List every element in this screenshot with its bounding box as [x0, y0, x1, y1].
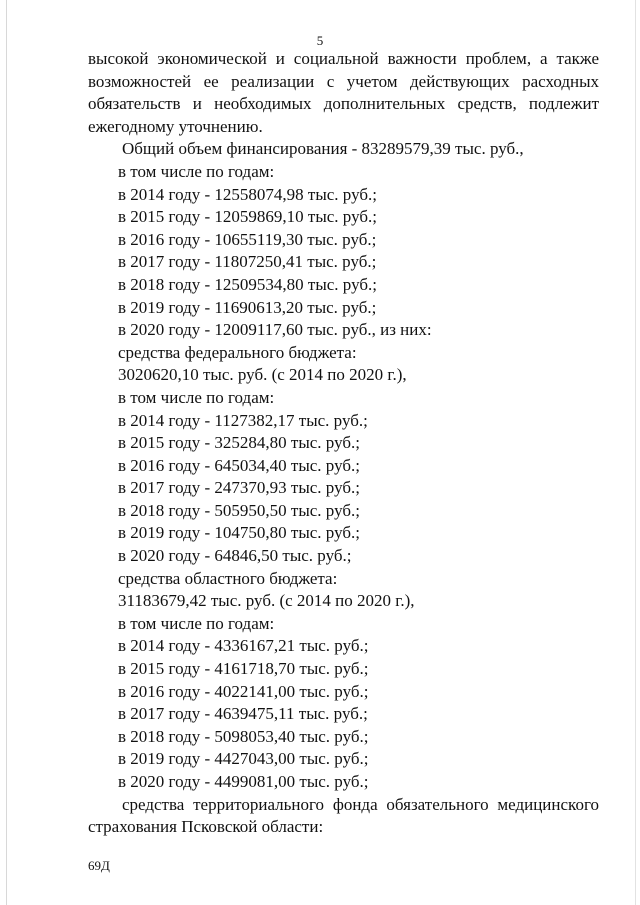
total-year-item: в 2019 году - 11690613,20 тыс. руб.;	[118, 297, 377, 317]
scan-edge-right	[635, 0, 636, 905]
federal-heading: средства федерального бюджета:	[118, 342, 357, 362]
by-years-label: в том числе по годам:	[118, 387, 275, 407]
federal-year-item: в 2018 году - 505950,50 тыс. руб.;	[118, 500, 360, 520]
regional-year-item: в 2017 году - 4639475,11 тыс. руб.;	[118, 704, 368, 724]
paragraph-line: возможностей ее реализации с учетом действующих расходных	[88, 71, 599, 91]
federal-year-item: в 2015 году - 325284,80 тыс. руб.;	[118, 433, 360, 453]
total-year-item: в 2014 году - 12558074,98 тыс. руб.;	[118, 184, 377, 204]
paragraph-line: высокой экономической и социальной важности проблем, а также	[88, 49, 599, 68]
paragraph-line: ежегодному уточнению.	[88, 116, 263, 136]
total-year-item: в 2020 году - 12009117,60 тыс. руб., из них:	[118, 320, 432, 340]
federal-year-item: в 2016 году - 645034,40 тыс. руб.;	[118, 455, 360, 475]
document-body	[88, 48, 599, 839]
federal-year-item: в 2014 году - 1127382,17 тыс. руб.;	[118, 410, 368, 430]
total-year-item: в 2017 году - 11807250,41 тыс. руб.;	[118, 252, 377, 272]
federal-year-item: в 2019 году - 104750,80 тыс. руб.;	[118, 523, 360, 543]
regional-year-item: в 2014 году - 4336167,21 тыс. руб.;	[118, 636, 369, 656]
page-number: 5	[316, 33, 324, 48]
regional-year-item: в 2015 году - 4161718,70 тыс. руб.;	[118, 659, 369, 679]
federal-year-item: в 2020 году - 64846,50 тыс. руб.;	[118, 546, 352, 566]
regional-year-item: в 2019 году - 4427043,00 тыс. руб.;	[118, 749, 369, 769]
fund-heading-line: страхования Псковской области:	[88, 817, 324, 837]
scan-edge-left	[6, 0, 7, 905]
by-years-label: в том числе по годам:	[118, 613, 275, 633]
paragraph-line: обязательств и необходимых дополнительных средств, подлежит	[88, 94, 599, 114]
total-year-item: в 2018 году - 12509534,80 тыс. руб.;	[118, 274, 377, 294]
regional-year-item: в 2016 году - 4022141,00 тыс. руб.;	[118, 681, 369, 701]
regional-year-item: в 2020 году - 4499081,00 тыс. руб.;	[118, 772, 369, 791]
federal-year-item: в 2017 году - 247370,93 тыс. руб.;	[118, 478, 360, 498]
regional-heading: средства областного бюджета:	[118, 568, 338, 588]
regional-year-item: в 2018 году - 5098053,40 тыс. руб.;	[118, 726, 369, 746]
fund-heading-line: средства территориального фонда обязательного медицинского	[122, 794, 599, 814]
by-years-label: в том числе по годам:	[118, 161, 275, 181]
total-financing: Общий объем финансирования - 83289579,39 тыс. руб.,	[122, 139, 524, 159]
footer-document-code: 69Д	[88, 858, 110, 873]
federal-total: 3020620,10 тыс. руб. (с 2014 по 2020 г.),	[118, 365, 407, 385]
regional-total: 31183679,42 тыс. руб. (с 2014 по 2020 г.),	[118, 591, 415, 611]
total-year-item: в 2016 году - 10655119,30 тыс. руб.;	[118, 229, 377, 249]
total-year-item: в 2015 году - 12059869,10 тыс. руб.;	[118, 207, 377, 227]
